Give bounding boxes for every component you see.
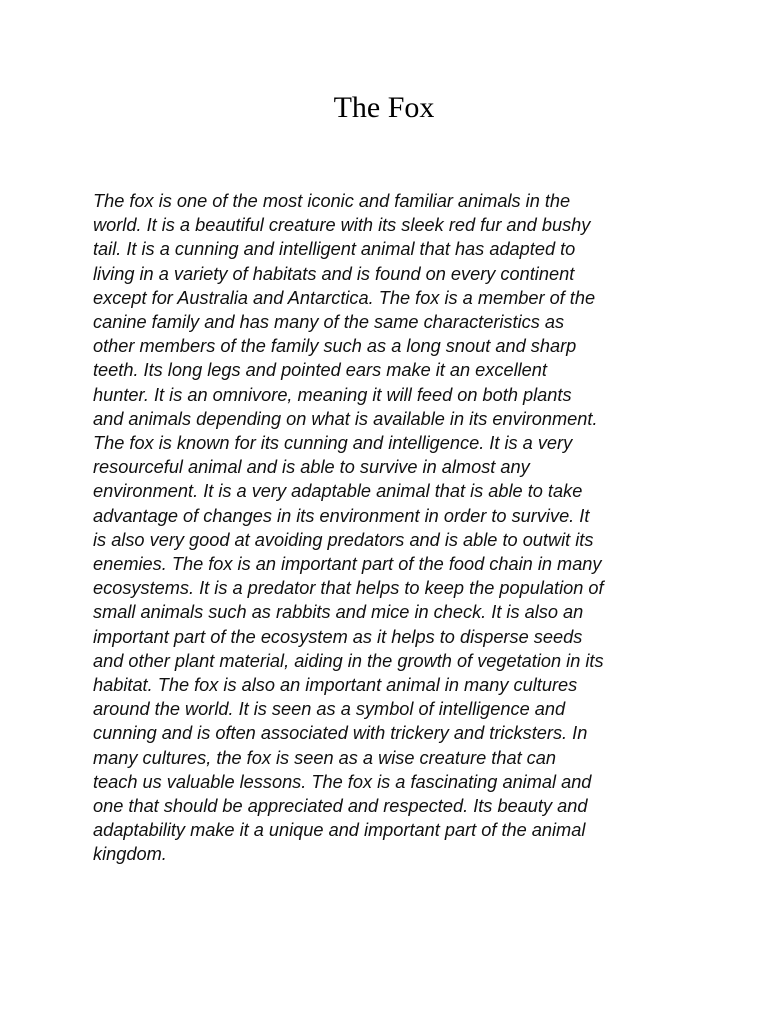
text-line: other members of the family such as a long snout and sharp [93,336,577,357]
text-line: adaptability make it a unique and important part of the animal [93,820,586,841]
text-line: one that should be appreciated and respected. Its beauty and [93,796,588,817]
text-line: small animals such as rabbits and mice in check. It is also an [93,602,584,623]
text-line: advantage of changes in its environment in order to survive. It [93,505,590,526]
text-line: The fox is one of the most iconic and familiar animals in the [93,191,571,211]
text-line: habitat. The fox is also an important animal in many cultures [93,675,578,696]
text-line: canine family and has many of the same characteristics as [93,312,565,333]
text-line: around the world. It is seen as a symbol of intelligence and [93,699,566,720]
text-line: except for Australia and Antarctica. The fox is a member of the [93,287,596,308]
text-line: kingdom. [93,844,167,865]
text-line: hunter. It is an omnivore, meaning it will feed on both plants [93,384,572,405]
text-line: world. It is a beautiful creature with its sleek red fur and bushy [93,215,591,236]
body-paragraph [93,189,683,867]
text-line: teach us valuable lessons. The fox is a fascinating animal and [93,771,592,792]
text-line: is also very good at avoiding predators and is able to outwit its [93,529,594,550]
text-line: and other plant material, aiding in the growth of vegetation in its [93,650,604,671]
text-line: tail. It is a cunning and intelligent animal that has adapted to [93,239,576,260]
text-line: many cultures, the fox is seen as a wise creature that can [93,747,556,768]
text-line: environment. It is a very adaptable animal that is able to take [93,481,583,502]
document-title: The Fox [333,91,435,124]
text-line: important part of the ecosystem as it helps to disperse seeds [93,626,583,647]
text-line: enemies. The fox is an important part of the food chain in many [93,554,602,575]
text-line: teeth. Its long legs and pointed ears make it an excellent [93,360,547,381]
text-line: and animals depending on what is available in its environment. [93,408,598,429]
text-line: cunning and is often associated with trickery and tricksters. In [93,723,588,744]
text-line: living in a variety of habitats and is found on every continent [93,263,575,284]
text-line: The fox is known for its cunning and intelligence. It is a very [93,433,573,454]
text-line: ecosystems. It is a predator that helps to keep the population of [93,578,604,599]
text-line: resourceful animal and is able to survive in almost any [93,457,530,478]
